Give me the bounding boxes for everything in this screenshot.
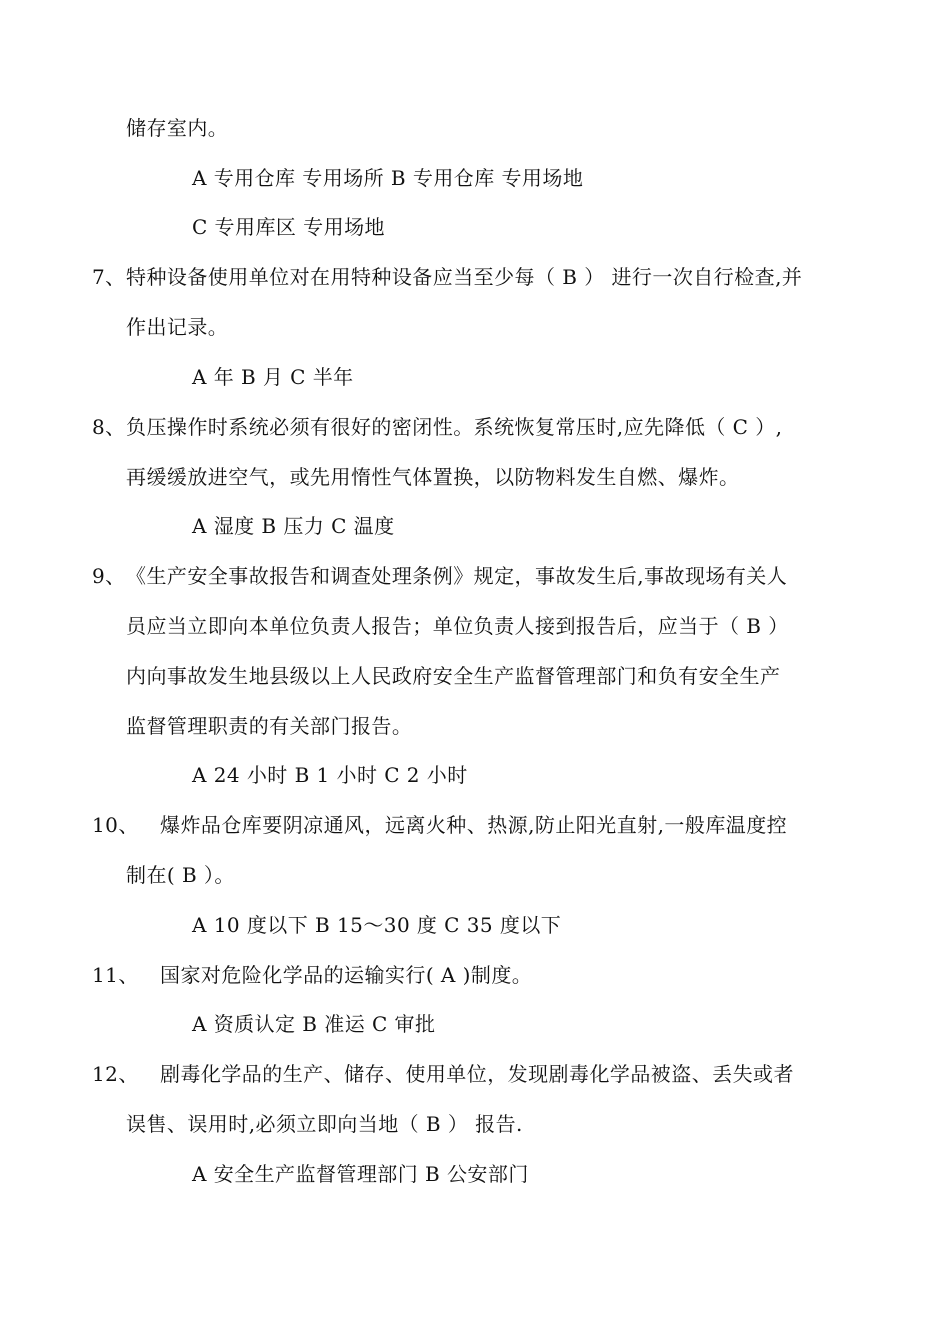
q11-text: 国家对危险化学品的运输实行( A )制度。 bbox=[160, 963, 533, 987]
q12-text-line-2: 误售、误用时,必须立即向当地（ B ） 报告. bbox=[126, 1112, 523, 1136]
q8-text-line-1: 负压操作时系统必须有很好的密闭性。系统恢复常压时,应先降低（ C ）, bbox=[126, 415, 783, 439]
q12-options: A 安全生产监督管理部门 B 公安部门 bbox=[192, 1162, 529, 1186]
q9-text-line-1: 《生产安全事故报告和调查处理条例》规定，事故发生后,事故现场有关人 bbox=[126, 564, 788, 588]
q10-options: A 10 度以下 B 15～30 度 C 35 度以下 bbox=[192, 913, 562, 937]
q8-options: A 湿度 B 压力 C 温度 bbox=[192, 514, 395, 538]
q9-text-line-2: 员应当立即向本单位负责人报告；单位负责人接到报告后，应当于（ B ） bbox=[126, 614, 789, 638]
q7-options: A 年 B 月 C 半年 bbox=[192, 365, 354, 389]
q7-text-line-2: 作出记录。 bbox=[126, 315, 229, 339]
q12-text-line-1: 剧毒化学品的生产、储存、使用单位，发现剧毒化学品被盗、丢失或者 bbox=[160, 1062, 794, 1086]
q10-text-line-1: 爆炸品仓库要阴凉通风，远离火种、热源,防止阳光直射,一般库温度控 bbox=[160, 813, 788, 837]
q7-number: 7、 bbox=[92, 265, 126, 289]
q9-text-line-4: 监督管理职责的有关部门报告。 bbox=[126, 714, 413, 738]
q8-text-line-2: 再缓缓放进空气，或先用惰性气体置换，以防物料发生自燃、爆炸。 bbox=[126, 465, 740, 489]
q6-options-line-2: C 专用库区 专用场地 bbox=[192, 215, 385, 239]
q6-options-line-1: A 专用仓库 专用场所 B 专用仓库 专用场地 bbox=[192, 166, 584, 190]
q9-text-line-3: 内向事故发生地县级以上人民政府安全生产监督管理部门和负有安全生产 bbox=[126, 664, 781, 688]
q6-text-continuation: 储存室内。 bbox=[126, 116, 229, 140]
q12-number: 12、 bbox=[92, 1062, 139, 1086]
q8-number: 8、 bbox=[92, 415, 126, 439]
q9-number: 9、 bbox=[92, 564, 126, 588]
q9-options: A 24 小时 B 1 小时 C 2 小时 bbox=[192, 763, 468, 787]
q10-number: 10、 bbox=[92, 813, 139, 837]
q10-text-line-2: 制在( B ）。 bbox=[126, 863, 235, 887]
q11-number: 11、 bbox=[92, 963, 139, 987]
q7-text-line-1: 特种设备使用单位对在用特种设备应当至少每（ B ） 进行一次自行检查,并 bbox=[126, 265, 803, 289]
q11-options: A 资质认定 B 准运 C 审批 bbox=[192, 1012, 436, 1036]
